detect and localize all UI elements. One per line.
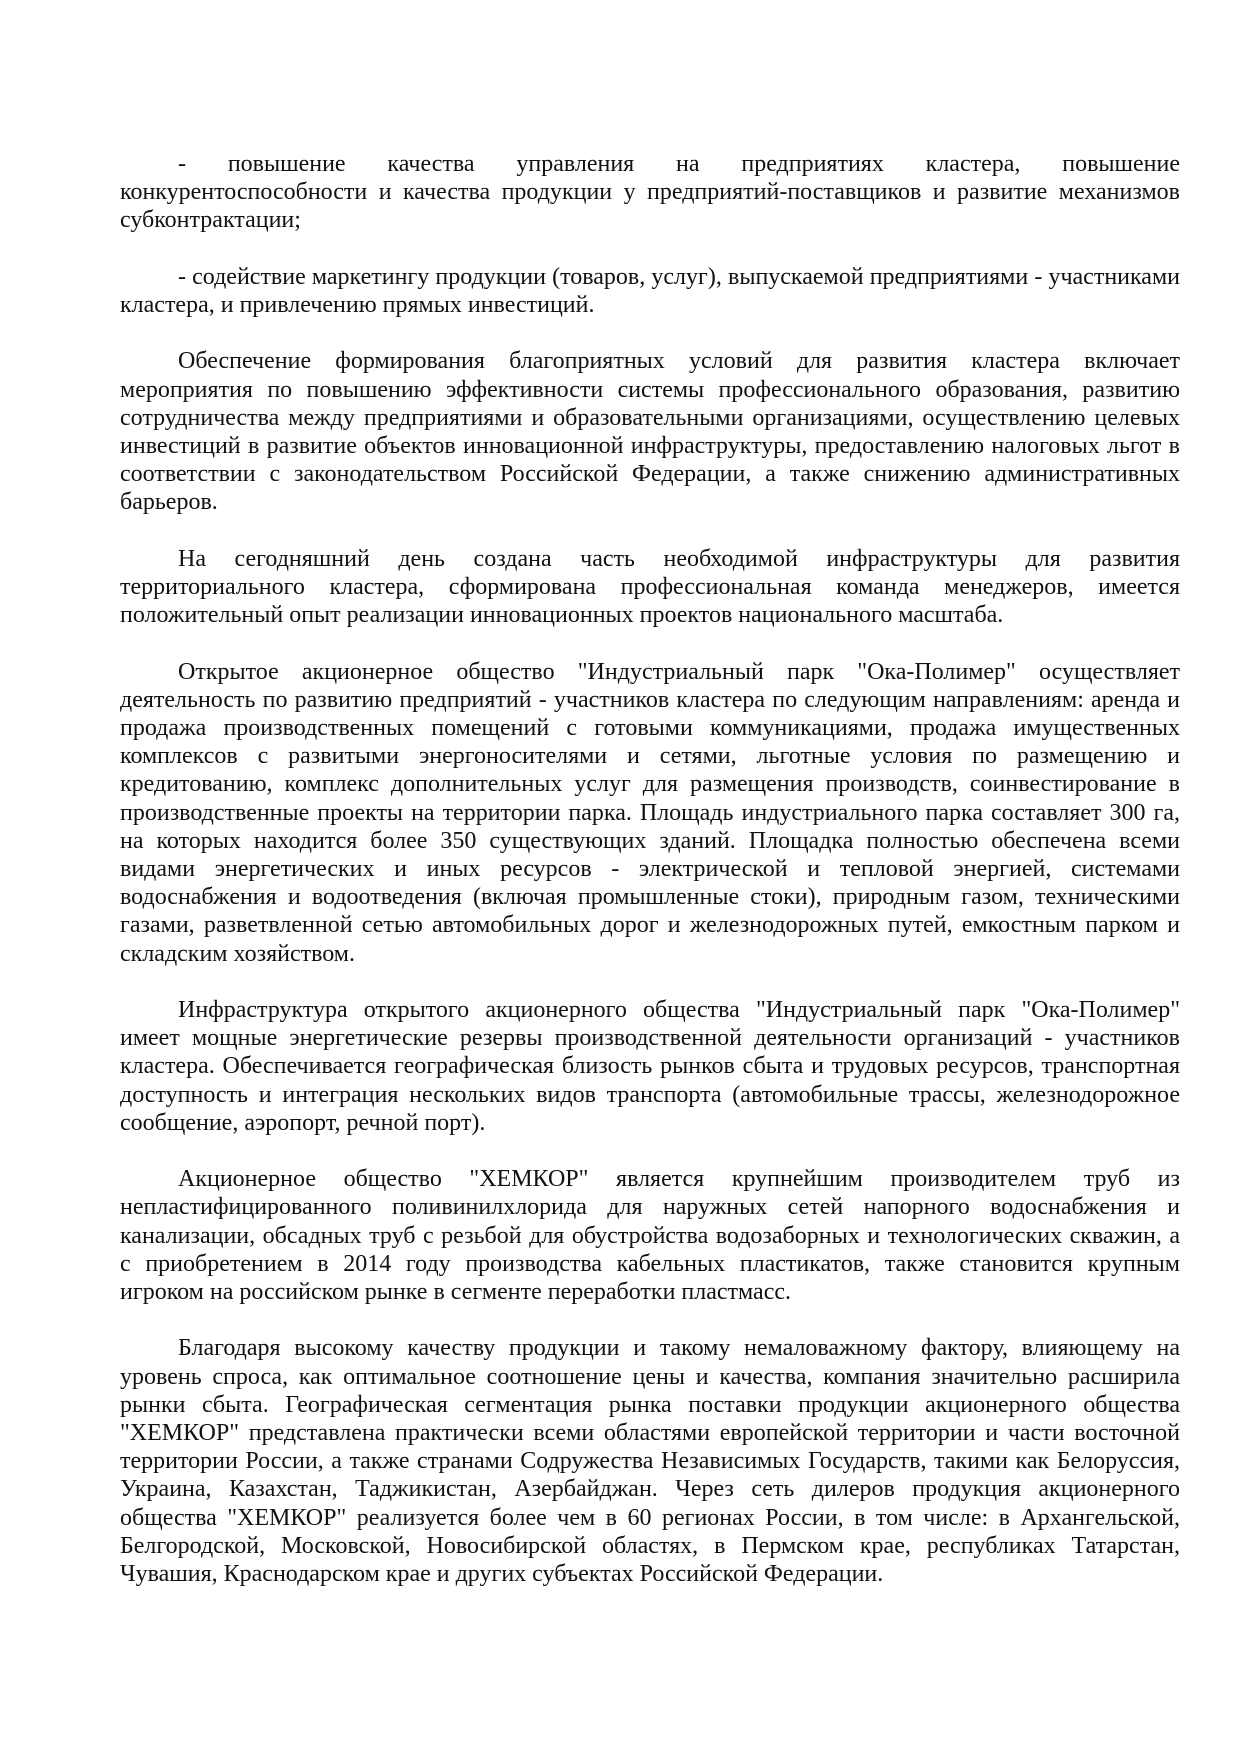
paragraph-current-infrastructure: На сегодняшний день создана часть необходимой инфраструктуры для развития территориального кластера, сформирована профессиональная команда менеджеров, имеется положительный опыт реализации инновационных проектов национального масштаба. <box>120 545 1180 629</box>
paragraph-hemkor-markets: Благодаря высокому качеству продукции и такому немаловажному фактору, влияющему на уровень спроса, как оптимальное соотношение цены и качества, компания значительно расширила рынки сбыта. Географическая сегментация рынка поставки продукции акционерного общества "ХЕМКОР" представлена практически всеми областями европейской территории и части восточной территории России, а также странами Содружества Независимых Государств, такими как Белоруссия, Украина, Казахстан, Таджикистан, Азербайджан. Через сеть дилеров продукция акционерного общества "ХЕМКОР" реализуется более чем в 60 регионах России, в том числе: в Архангельской, Белгородской, Московской, Новосибирской областях, в Пермском крае, республиках Татарстан, Чувашия, Краснодарском крае и других субъектах Российской Федерации. <box>120 1335 1180 1588</box>
paragraph-bullet-management-quality: - повышение качества управления на предприятиях кластера, повышение конкурентоспособности и качества продукции у предприятий-поставщиков и развитие механизмов субконтрактации; <box>120 151 1180 234</box>
paragraph-oka-polymer-activities: Открытое акционерное общество "Индустриальный парк "Ока-Полимер" осуществляет деятельность по развитию предприятий - участников кластера по следующим направлениям: аренда и продажа производственных помещений с готовыми коммуникациями, продажа имущественных комплексов с развитыми энергоносителями и сетями, льготные условия по размещению и кредитованию, комплекс дополнительных услуг для размещения производств, соинвестирование в производственные проекты на территории парка. Площадь индустриального парка составляет 300 га, на которых находится более 350 существующих зданий. Площадка полностью обеспечена всеми видами энергетических и иных ресурсов - электрической и тепловой энергией, системами водоснабжения и водоотведения (включая промышленные стоки), природным газом, техническими газами, разветвленной сетью автомобильных дорог и железнодорожных путей, емкостным парком и складским хозяйством. <box>120 658 1180 967</box>
paragraph-oka-polymer-infrastructure: Инфраструктура открытого акционерного общества "Индустриальный парк "Ока-Полимер" имеет мощные энергетические резервы производственной деятельности организаций - участников кластера. Обеспечивается географическая близость рынков сбыта и трудовых ресурсов, транспортная доступность и интеграция нескольких видов транспорта (автомобильные трассы, железнодорожное сообщение, аэропорт, речной порт). <box>120 997 1180 1136</box>
document-page <box>120 150 1180 1616</box>
paragraph-favorable-conditions: Обеспечение формирования благоприятных условий для развития кластера включает мероприятия по повышению эффективности системы профессионального образования, развитию сотрудничества между предприятиями и образовательными организациями, осуществлению целевых инвестиций в развитие объектов инновационной инфраструктуры, предоставлению налоговых льгот в соответствии с законодательством Российской Федерации, а также снижению административных барьеров. <box>120 348 1180 516</box>
paragraph-bullet-marketing: - содействие маркетингу продукции (товаров, услуг), выпускаемой предприятиями - участниками кластера, и привлечению прямых инвестиций. <box>120 263 1180 318</box>
paragraph-hemkor-production: Акционерное общество "ХЕМКОР" является крупнейшим производителем труб из непластифицированного поливинилхлорида для наружных сетей напорного водоснабжения и канализации, обсадных труб с резьбой для обустройства водозаборных и технологических скважин, а с приобретением в 2014 году производства кабельных пластикатов, также становится крупным игроком на российском рынке в сегменте переработки пластмасс. <box>120 1166 1180 1306</box>
